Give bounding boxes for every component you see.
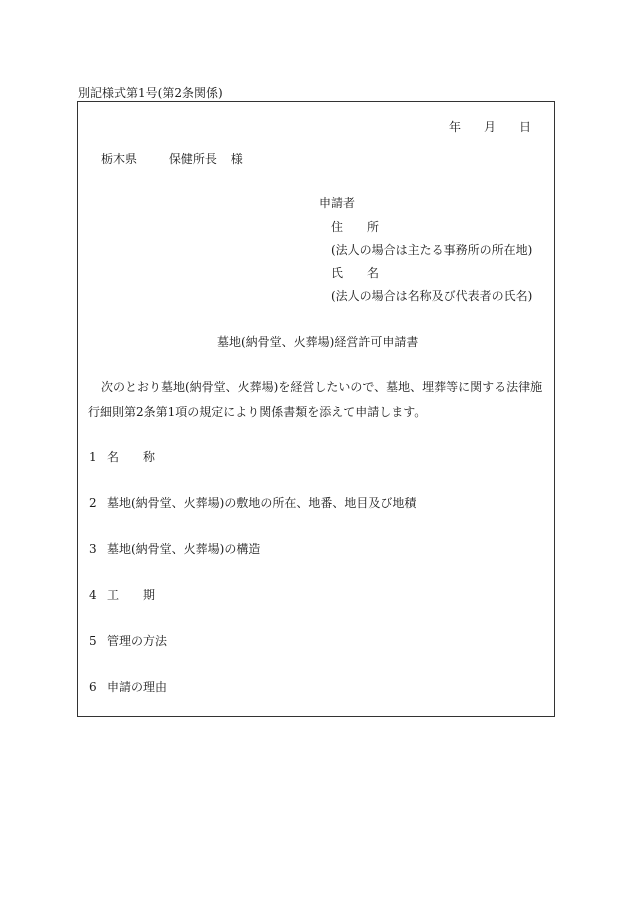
applicant-address-label: 住 所 (331, 220, 380, 234)
item-label: 墓地(納骨堂、火葬場)の敷地の所在、地番、地目及び地積 (107, 496, 417, 510)
item-label: 工 期 (107, 588, 156, 602)
list-item (89, 448, 155, 465)
addressee-prefecture: 栃木県 (101, 152, 138, 166)
addressee-honorific: 様 (230, 152, 243, 166)
applicant-name-label: 氏 名 (331, 266, 380, 280)
list-item (89, 540, 260, 557)
item-number: 6 (89, 680, 97, 694)
list-item (89, 678, 167, 695)
addressee (101, 150, 243, 167)
item-label: 墓地(納骨堂、火葬場)の構造 (107, 542, 261, 556)
applicant-address-note: (法人の場合は主たる事務所の所在地) (331, 243, 533, 257)
item-number: 5 (89, 634, 97, 648)
body-line-2: 行細則第2条第1項の規定により関係書類を添えて申請します。 (88, 405, 427, 419)
form-label: 別記様式第1号(第2条関係) (78, 86, 223, 100)
item-number: 3 (89, 542, 97, 556)
date-month: 月 (484, 120, 497, 134)
document-title: 墓地(納骨堂、火葬場)経営許可申請書 (217, 335, 419, 349)
item-label: 名 称 (107, 450, 156, 464)
list-item (89, 586, 155, 603)
item-number: 2 (89, 496, 97, 510)
item-label: 管理の方法 (107, 634, 168, 648)
item-number: 4 (89, 588, 97, 602)
applicant-heading: 申請者 (319, 196, 356, 210)
list-item (89, 494, 416, 511)
applicant-name-note: (法人の場合は名称及び代表者の氏名) (331, 289, 533, 303)
body-line-1: 次のとおり墓地(納骨堂、火葬場)を経営したいので、墓地、埋葬等に関する法律施 (101, 380, 543, 394)
date-year: 年 (449, 120, 462, 134)
list-item (89, 632, 167, 649)
date-day: 日 (519, 120, 532, 134)
addressee-office-title: 保健所長 (168, 152, 217, 166)
body-text (88, 375, 548, 425)
item-label: 申請の理由 (107, 680, 168, 694)
item-number: 1 (89, 450, 97, 464)
